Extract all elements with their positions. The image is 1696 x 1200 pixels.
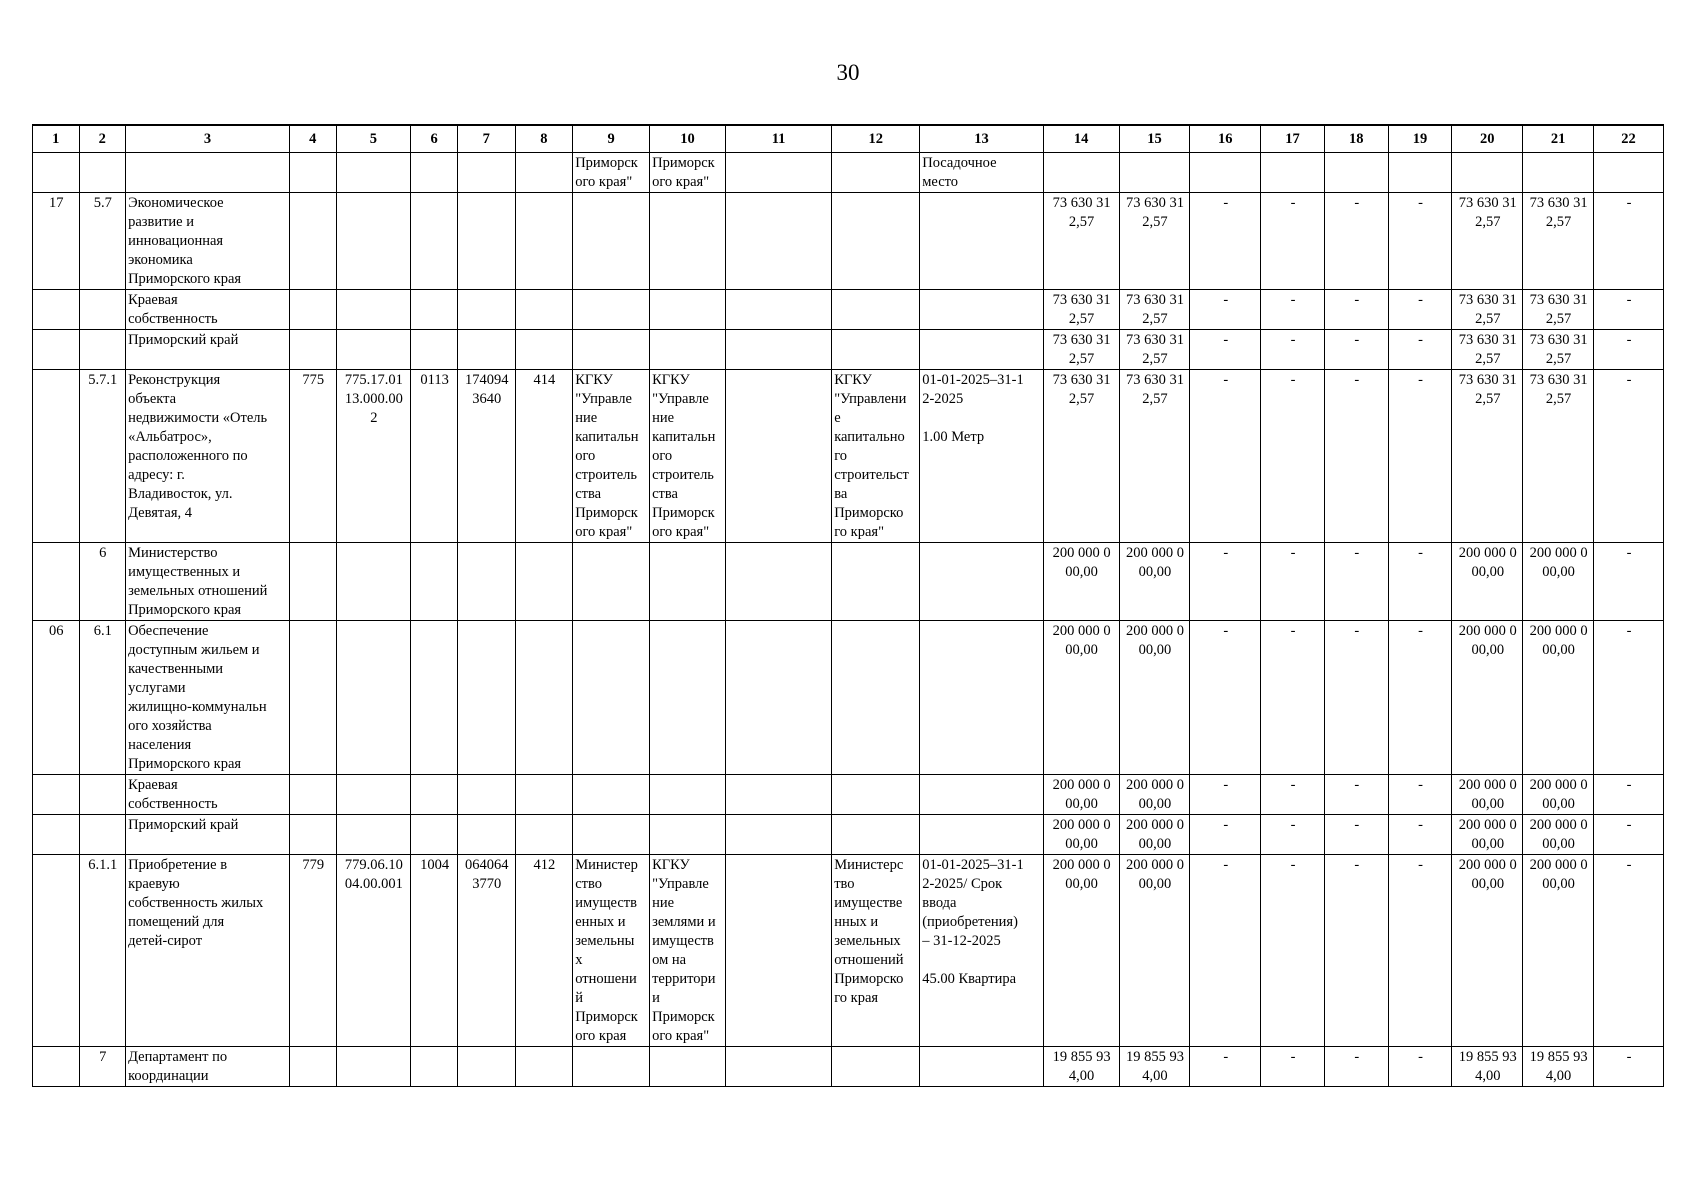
cell-col-6	[411, 330, 458, 370]
cell-col-16: -	[1190, 1047, 1261, 1087]
cell-col-22: -	[1593, 775, 1663, 815]
cell-col-16: -	[1190, 815, 1261, 855]
column-header-22: 22	[1593, 125, 1663, 153]
cell-col-12	[832, 775, 920, 815]
cell-col-9: Приморск ого края"	[573, 153, 650, 193]
column-header-8: 8	[515, 125, 573, 153]
cell-col-8	[515, 815, 573, 855]
cell-col-15: 200 000 0 00,00	[1119, 543, 1190, 621]
cell-col-1	[33, 153, 80, 193]
table-row	[33, 153, 1664, 193]
cell-col-11	[725, 330, 831, 370]
cell-col-12	[832, 1047, 920, 1087]
column-header-3: 3	[126, 125, 290, 153]
cell-col-20: 200 000 0 00,00	[1452, 543, 1523, 621]
cell-col-4	[289, 330, 336, 370]
cell-col-15: 200 000 0 00,00	[1119, 621, 1190, 775]
cell-col-2	[79, 153, 126, 193]
cell-col-1: 06	[33, 621, 80, 775]
cell-col-15: 73 630 31 2,57	[1119, 370, 1190, 543]
cell-col-18: -	[1324, 855, 1388, 1047]
cell-col-10	[650, 290, 726, 330]
cell-col-15: 200 000 0 00,00	[1119, 855, 1190, 1047]
cell-col-18: -	[1324, 775, 1388, 815]
cell-col-9	[573, 330, 650, 370]
cell-col-2: 5.7	[79, 193, 126, 290]
cell-col-11	[725, 290, 831, 330]
table-row	[33, 621, 1664, 775]
cell-col-10	[650, 330, 726, 370]
column-header-16: 16	[1190, 125, 1261, 153]
cell-col-4	[289, 1047, 336, 1087]
cell-col-8	[515, 1047, 573, 1087]
cell-col-19: -	[1388, 543, 1452, 621]
cell-col-13: Посадочное место	[920, 153, 1043, 193]
cell-col-11	[725, 153, 831, 193]
cell-col-11	[725, 1047, 831, 1087]
cell-col-21: 73 630 31 2,57	[1523, 330, 1594, 370]
cell-col-9	[573, 543, 650, 621]
cell-col-1	[33, 855, 80, 1047]
cell-col-5	[336, 290, 411, 330]
column-header-11: 11	[725, 125, 831, 153]
cell-col-7	[457, 1047, 515, 1087]
cell-col-13	[920, 290, 1043, 330]
cell-col-22: -	[1593, 815, 1663, 855]
cell-col-10	[650, 621, 726, 775]
cell-col-17: -	[1261, 775, 1325, 815]
cell-col-22: -	[1593, 621, 1663, 775]
cell-col-5: 775.17.01 13.000.00 2	[336, 370, 411, 543]
cell-col-17: -	[1261, 330, 1325, 370]
column-header-5: 5	[336, 125, 411, 153]
cell-col-9	[573, 775, 650, 815]
cell-col-20: 200 000 0 00,00	[1452, 815, 1523, 855]
cell-col-11	[725, 193, 831, 290]
cell-col-15: 200 000 0 00,00	[1119, 775, 1190, 815]
cell-col-18: -	[1324, 193, 1388, 290]
cell-col-4	[289, 193, 336, 290]
cell-col-18	[1324, 153, 1388, 193]
cell-col-14: 73 630 31 2,57	[1043, 290, 1119, 330]
cell-col-5	[336, 775, 411, 815]
cell-col-21: 200 000 0 00,00	[1523, 621, 1594, 775]
cell-col-4	[289, 543, 336, 621]
column-header-1: 1	[33, 125, 80, 153]
cell-col-4	[289, 815, 336, 855]
cell-col-12	[832, 330, 920, 370]
cell-col-21: 73 630 31 2,57	[1523, 370, 1594, 543]
cell-col-7	[457, 621, 515, 775]
cell-col-13	[920, 1047, 1043, 1087]
cell-col-22: -	[1593, 543, 1663, 621]
cell-col-17: -	[1261, 193, 1325, 290]
cell-col-3: Приобретение в краевую собственность жилых помещений для детей-сирот	[126, 855, 290, 1047]
cell-col-15: 73 630 31 2,57	[1119, 290, 1190, 330]
cell-col-10	[650, 815, 726, 855]
cell-col-3	[126, 153, 290, 193]
table-row	[33, 193, 1664, 290]
column-header-6: 6	[411, 125, 458, 153]
cell-col-7	[457, 290, 515, 330]
cell-col-3: Краевая собственность	[126, 775, 290, 815]
cell-col-13	[920, 775, 1043, 815]
cell-col-21	[1523, 153, 1594, 193]
cell-col-21: 19 855 93 4,00	[1523, 1047, 1594, 1087]
cell-col-17: -	[1261, 815, 1325, 855]
cell-col-14: 73 630 31 2,57	[1043, 193, 1119, 290]
table-row	[33, 543, 1664, 621]
cell-col-18: -	[1324, 370, 1388, 543]
cell-col-6	[411, 153, 458, 193]
cell-col-14: 200 000 0 00,00	[1043, 815, 1119, 855]
column-header-4: 4	[289, 125, 336, 153]
cell-col-21: 200 000 0 00,00	[1523, 775, 1594, 815]
cell-col-6: 1004	[411, 855, 458, 1047]
cell-col-7: 174094 3640	[457, 370, 515, 543]
cell-col-5	[336, 153, 411, 193]
cell-col-5: 779.06.10 04.00.001	[336, 855, 411, 1047]
cell-col-1	[33, 543, 80, 621]
cell-col-9: Министер ство имуществ енных и земельны х отношени й Приморск ого края	[573, 855, 650, 1047]
cell-col-5	[336, 193, 411, 290]
cell-col-6	[411, 815, 458, 855]
column-header-18: 18	[1324, 125, 1388, 153]
cell-col-13: 01-01-2025–31-1 2-2025/ Срок ввода (приобретения) – 31-12-2025 45.00 Квартира	[920, 855, 1043, 1047]
cell-col-20: 73 630 31 2,57	[1452, 290, 1523, 330]
cell-col-5	[336, 330, 411, 370]
cell-col-18: -	[1324, 815, 1388, 855]
cell-col-17: -	[1261, 290, 1325, 330]
cell-col-1	[33, 815, 80, 855]
cell-col-6: 0113	[411, 370, 458, 543]
cell-col-11	[725, 775, 831, 815]
cell-col-1: 17	[33, 193, 80, 290]
cell-col-9	[573, 621, 650, 775]
column-header-15: 15	[1119, 125, 1190, 153]
cell-col-22: -	[1593, 193, 1663, 290]
cell-col-14: 200 000 0 00,00	[1043, 543, 1119, 621]
cell-col-19: -	[1388, 370, 1452, 543]
cell-col-14: 200 000 0 00,00	[1043, 621, 1119, 775]
cell-col-4: 775	[289, 370, 336, 543]
cell-col-16	[1190, 153, 1261, 193]
cell-col-8	[515, 621, 573, 775]
cell-col-11	[725, 370, 831, 543]
cell-col-5	[336, 815, 411, 855]
cell-col-13	[920, 543, 1043, 621]
cell-col-8	[515, 193, 573, 290]
cell-col-12: Министерс тво имуществе нных и земельных отношений Приморско го края	[832, 855, 920, 1047]
column-header-2: 2	[79, 125, 126, 153]
cell-col-13: 01-01-2025–31-1 2-2025 1.00 Метр	[920, 370, 1043, 543]
cell-col-12	[832, 815, 920, 855]
cell-col-22: -	[1593, 1047, 1663, 1087]
cell-col-8: 412	[515, 855, 573, 1047]
cell-col-14: 200 000 0 00,00	[1043, 775, 1119, 815]
cell-col-16: -	[1190, 775, 1261, 815]
cell-col-6	[411, 621, 458, 775]
cell-col-9	[573, 815, 650, 855]
cell-col-10	[650, 775, 726, 815]
cell-col-9	[573, 193, 650, 290]
table-body	[33, 153, 1664, 1087]
cell-col-21: 73 630 31 2,57	[1523, 193, 1594, 290]
cell-col-2	[79, 775, 126, 815]
cell-col-20	[1452, 153, 1523, 193]
cell-col-2: 6	[79, 543, 126, 621]
cell-col-9: КГКУ "Управле ние капитальн ого строитель ства Приморск ого края"	[573, 370, 650, 543]
cell-col-2	[79, 290, 126, 330]
cell-col-22: -	[1593, 370, 1663, 543]
cell-col-16: -	[1190, 543, 1261, 621]
cell-col-17: -	[1261, 370, 1325, 543]
cell-col-21: 73 630 31 2,57	[1523, 290, 1594, 330]
table-header	[33, 125, 1664, 153]
cell-col-2: 5.7.1	[79, 370, 126, 543]
cell-col-14: 73 630 31 2,57	[1043, 370, 1119, 543]
cell-col-19: -	[1388, 330, 1452, 370]
cell-col-20: 73 630 31 2,57	[1452, 330, 1523, 370]
column-header-14: 14	[1043, 125, 1119, 153]
cell-col-8	[515, 775, 573, 815]
cell-col-19: -	[1388, 815, 1452, 855]
cell-col-3: Экономическое развитие и инновационная экономика Приморского края	[126, 193, 290, 290]
cell-col-16: -	[1190, 193, 1261, 290]
cell-col-19: -	[1388, 1047, 1452, 1087]
cell-col-17: -	[1261, 855, 1325, 1047]
column-header-20: 20	[1452, 125, 1523, 153]
cell-col-19	[1388, 153, 1452, 193]
cell-col-7	[457, 153, 515, 193]
cell-col-10: Приморск ого края"	[650, 153, 726, 193]
cell-col-15: 73 630 31 2,57	[1119, 330, 1190, 370]
table-row	[33, 370, 1664, 543]
cell-col-3: Приморский край	[126, 815, 290, 855]
cell-col-11	[725, 855, 831, 1047]
cell-col-5	[336, 543, 411, 621]
cell-col-18: -	[1324, 543, 1388, 621]
cell-col-7	[457, 543, 515, 621]
cell-col-8	[515, 543, 573, 621]
cell-col-1	[33, 1047, 80, 1087]
cell-col-10: КГКУ "Управле ние капитальн ого строитель ства Приморск ого края"	[650, 370, 726, 543]
cell-col-6	[411, 775, 458, 815]
cell-col-5	[336, 621, 411, 775]
cell-col-16: -	[1190, 621, 1261, 775]
cell-col-3: Приморский край	[126, 330, 290, 370]
column-header-7: 7	[457, 125, 515, 153]
cell-col-21: 200 000 0 00,00	[1523, 543, 1594, 621]
table-row	[33, 775, 1664, 815]
cell-col-6	[411, 193, 458, 290]
column-header-9: 9	[573, 125, 650, 153]
cell-col-20: 200 000 0 00,00	[1452, 775, 1523, 815]
cell-col-14: 200 000 0 00,00	[1043, 855, 1119, 1047]
header-row	[33, 125, 1664, 153]
cell-col-10	[650, 543, 726, 621]
cell-col-16: -	[1190, 330, 1261, 370]
cell-col-15: 19 855 93 4,00	[1119, 1047, 1190, 1087]
cell-col-7: 064064 3770	[457, 855, 515, 1047]
cell-col-7	[457, 775, 515, 815]
cell-col-14: 73 630 31 2,57	[1043, 330, 1119, 370]
cell-col-12	[832, 621, 920, 775]
cell-col-8	[515, 290, 573, 330]
cell-col-10	[650, 193, 726, 290]
cell-col-3: Обеспечение доступным жильем и качественными услугами жилищно-коммунальн ого хозяйства населения Приморского края	[126, 621, 290, 775]
cell-col-2	[79, 815, 126, 855]
cell-col-1	[33, 290, 80, 330]
cell-col-16: -	[1190, 370, 1261, 543]
cell-col-9	[573, 290, 650, 330]
table-row	[33, 1047, 1664, 1087]
cell-col-20: 19 855 93 4,00	[1452, 1047, 1523, 1087]
cell-col-8	[515, 153, 573, 193]
cell-col-3: Реконструкция объекта недвижимости «Отель «Альбатрос», расположенного по адресу: г. Владивосток, ул. Девятая, 4	[126, 370, 290, 543]
cell-col-1	[33, 370, 80, 543]
cell-col-15: 200 000 0 00,00	[1119, 815, 1190, 855]
cell-col-20: 73 630 31 2,57	[1452, 193, 1523, 290]
cell-col-17: -	[1261, 621, 1325, 775]
cell-col-22: -	[1593, 855, 1663, 1047]
cell-col-14	[1043, 153, 1119, 193]
cell-col-17: -	[1261, 543, 1325, 621]
cell-col-3: Министерство имущественных и земельных отношений Приморского края	[126, 543, 290, 621]
cell-col-1	[33, 775, 80, 815]
cell-col-16: -	[1190, 855, 1261, 1047]
cell-col-6	[411, 1047, 458, 1087]
cell-col-18: -	[1324, 621, 1388, 775]
cell-col-18: -	[1324, 330, 1388, 370]
cell-col-2: 6.1.1	[79, 855, 126, 1047]
column-header-12: 12	[832, 125, 920, 153]
cell-col-17	[1261, 153, 1325, 193]
column-header-17: 17	[1261, 125, 1325, 153]
cell-col-20: 73 630 31 2,57	[1452, 370, 1523, 543]
page-number: 30	[836, 60, 860, 85]
budget-table	[32, 124, 1664, 1087]
table-row	[33, 855, 1664, 1047]
cell-col-4	[289, 775, 336, 815]
cell-col-19: -	[1388, 855, 1452, 1047]
cell-col-15: 73 630 31 2,57	[1119, 193, 1190, 290]
cell-col-4	[289, 153, 336, 193]
column-header-21: 21	[1523, 125, 1594, 153]
cell-col-19: -	[1388, 621, 1452, 775]
cell-col-19: -	[1388, 290, 1452, 330]
column-header-13: 13	[920, 125, 1043, 153]
cell-col-12: КГКУ "Управлени е капитально го строительст ва Приморско го края"	[832, 370, 920, 543]
table-row	[33, 290, 1664, 330]
cell-col-21: 200 000 0 00,00	[1523, 815, 1594, 855]
cell-col-4: 779	[289, 855, 336, 1047]
cell-col-3: Краевая собственность	[126, 290, 290, 330]
cell-col-13	[920, 330, 1043, 370]
cell-col-20: 200 000 0 00,00	[1452, 621, 1523, 775]
cell-col-12	[832, 193, 920, 290]
cell-col-18: -	[1324, 1047, 1388, 1087]
cell-col-9	[573, 1047, 650, 1087]
cell-col-4	[289, 290, 336, 330]
cell-col-2: 6.1	[79, 621, 126, 775]
cell-col-1	[33, 330, 80, 370]
cell-col-18: -	[1324, 290, 1388, 330]
cell-col-5	[336, 1047, 411, 1087]
cell-col-2: 7	[79, 1047, 126, 1087]
cell-col-16: -	[1190, 290, 1261, 330]
cell-col-19: -	[1388, 775, 1452, 815]
cell-col-20: 200 000 0 00,00	[1452, 855, 1523, 1047]
table-row	[33, 815, 1664, 855]
cell-col-2	[79, 330, 126, 370]
cell-col-19: -	[1388, 193, 1452, 290]
cell-col-12	[832, 543, 920, 621]
cell-col-15	[1119, 153, 1190, 193]
cell-col-22: -	[1593, 330, 1663, 370]
cell-col-12	[832, 153, 920, 193]
table-row	[33, 330, 1664, 370]
cell-col-7	[457, 815, 515, 855]
cell-col-12	[832, 290, 920, 330]
cell-col-11	[725, 815, 831, 855]
cell-col-11	[725, 543, 831, 621]
cell-col-10	[650, 1047, 726, 1087]
column-header-10: 10	[650, 125, 726, 153]
cell-col-13	[920, 815, 1043, 855]
cell-col-8: 414	[515, 370, 573, 543]
cell-col-3: Департамент по координации	[126, 1047, 290, 1087]
cell-col-22	[1593, 153, 1663, 193]
cell-col-7	[457, 330, 515, 370]
cell-col-14: 19 855 93 4,00	[1043, 1047, 1119, 1087]
cell-col-22: -	[1593, 290, 1663, 330]
cell-col-10: КГКУ "Управле ние землями и имуществ ом на территори и Приморск ого края"	[650, 855, 726, 1047]
cell-col-13	[920, 621, 1043, 775]
cell-col-8	[515, 330, 573, 370]
cell-col-6	[411, 543, 458, 621]
cell-col-6	[411, 290, 458, 330]
cell-col-21: 200 000 0 00,00	[1523, 855, 1594, 1047]
cell-col-4	[289, 621, 336, 775]
column-header-19: 19	[1388, 125, 1452, 153]
cell-col-17: -	[1261, 1047, 1325, 1087]
cell-col-13	[920, 193, 1043, 290]
cell-col-11	[725, 621, 831, 775]
cell-col-7	[457, 193, 515, 290]
